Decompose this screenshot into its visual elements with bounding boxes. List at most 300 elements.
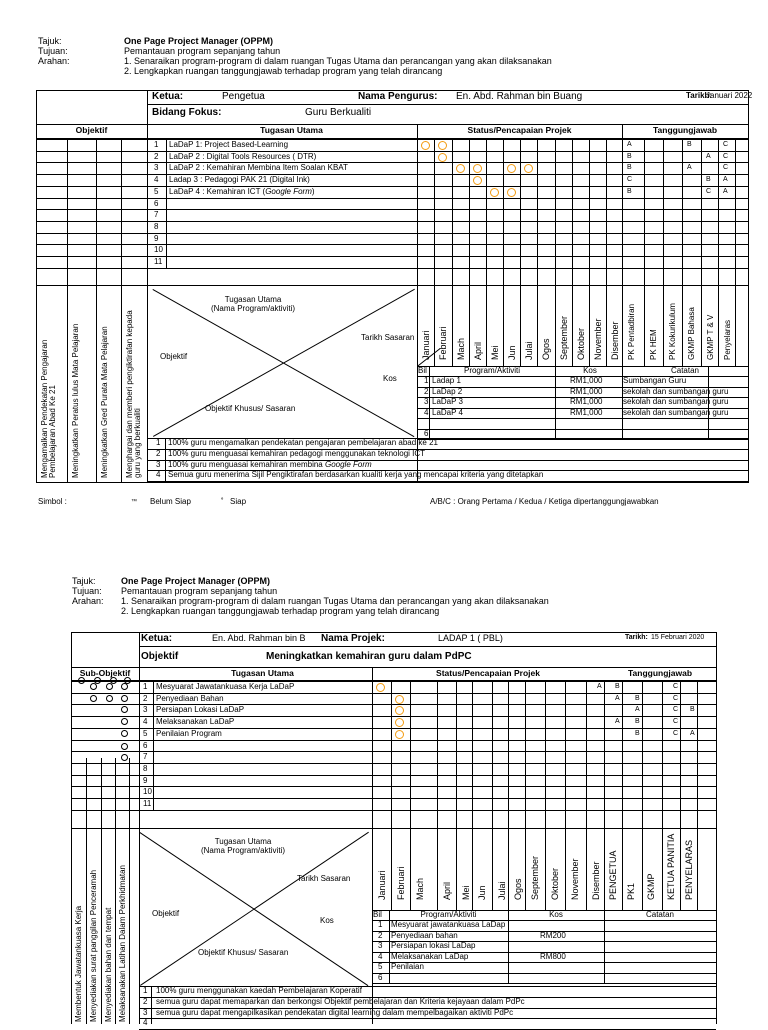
month-label: November: [570, 858, 580, 900]
diagram-kos: Kos: [320, 916, 334, 925]
month-label: Oktober: [550, 867, 560, 900]
diagram-left: Objektif: [160, 352, 188, 361]
projek-label: Nama Projek:: [321, 633, 385, 644]
frame-right: [748, 90, 749, 483]
diagram-center-2: (Nama Program/aktiviti): [210, 304, 295, 313]
task-number: 1: [154, 140, 159, 149]
task-row-line: [71, 751, 716, 752]
budget-row-line: [372, 983, 716, 984]
month-label: Mach: [415, 877, 425, 900]
task-name: [169, 163, 348, 173]
budget-program-header: Program/Aktiviti: [420, 910, 477, 919]
target-italic: Google Form: [324, 460, 372, 469]
ketua-value: En. Abd. Rahman bin B: [212, 633, 306, 643]
task-number: 2: [154, 152, 159, 161]
responsibility-code: C: [627, 176, 633, 183]
budget-bil: 3: [378, 941, 383, 950]
task-row-line: [71, 763, 716, 764]
bidang-fokus-label: Bidang Fokus:: [152, 107, 222, 118]
person-label: PK HEM: [649, 329, 658, 360]
tarikh-value: Januari 2022: [706, 91, 753, 100]
budget-program-header: Program/Aktiviti: [463, 366, 520, 375]
month-label: Jun: [507, 345, 517, 360]
budget-bil: 2: [424, 387, 429, 396]
budget-col-line: [389, 910, 390, 983]
month-col-line: [503, 138, 504, 366]
task-name: Persiapan Lokasi LaDaP: [156, 705, 245, 714]
responsibility-code: B: [627, 164, 632, 171]
month-label: September: [530, 855, 540, 900]
task-name: [169, 152, 316, 162]
task-row-line: [36, 244, 748, 245]
budget-note: sekolah dan sumbangan guru: [623, 408, 729, 417]
objective-vertical-text: Menyediakan surat panggilan Penceramah: [89, 869, 98, 1022]
budget-program: Mesyuarat jawatankuasa LaDap: [391, 920, 506, 929]
person-label: PK1: [626, 882, 636, 900]
responsibility-code: C: [673, 695, 679, 702]
legend-belum-siap: Belum Siap: [150, 497, 191, 506]
objective-col-line: [147, 138, 148, 482]
diagram-kos: Kos: [383, 374, 397, 383]
budget-program: Persiapan lokasi LaDap: [391, 941, 476, 950]
budget-note: Sumbangan Guru: [623, 376, 687, 385]
month-label: Mach: [456, 337, 466, 360]
target-text: [168, 438, 438, 448]
objective-vertical-text: Meningkatkan Peratus lulus Mata Pelajaran: [71, 323, 80, 478]
task-number: 5: [143, 729, 148, 738]
bidang-fokus-value: Guru Berkualiti: [305, 107, 372, 118]
budget-kos: RM800: [540, 952, 566, 961]
sub-objective-bullet: [121, 695, 128, 702]
responsibility-code: B: [690, 706, 695, 713]
month-label: Ogos: [541, 338, 551, 360]
ketua-label: Ketua:: [152, 91, 184, 102]
task-row-line: [71, 740, 716, 741]
status-planned-circle: [507, 188, 516, 197]
responsibility-code: B: [627, 153, 632, 160]
sub-objective-bullet: [90, 695, 97, 702]
target-text-main: 100% guru mengamalkan pendekatan pengajaran pembelajaran abad ke 21: [168, 438, 438, 447]
responsibility-code: A: [723, 176, 728, 183]
responsibility-code: C: [673, 706, 679, 713]
person-label: GKMP: [646, 873, 656, 900]
sub-objective-bullet: [90, 683, 97, 690]
budget-row-line: [417, 439, 748, 440]
task-number: 7: [143, 752, 148, 761]
objective-vertical-text: Melaksanakan Latihan Dalam Perkhidmatan: [118, 865, 127, 1022]
task-number-col-line: [153, 680, 154, 810]
task-name-tail: ): [311, 187, 315, 196]
target-number: 3: [143, 1008, 148, 1017]
person-col-line: [622, 680, 623, 910]
person-col-line: [697, 680, 698, 910]
task-row-line: [36, 151, 748, 152]
responsibility-code: A: [627, 141, 632, 148]
budget-bil: 1: [424, 376, 429, 385]
task-name: [169, 140, 288, 150]
responsibility-code: B: [706, 176, 711, 183]
task-name: Penyediaan Bahan: [156, 694, 224, 703]
budget-note: sekolah dan sumbangan guru: [623, 397, 729, 406]
doc1-purpose: Pemantauan program sepanjang tahun: [124, 46, 281, 56]
sub-objective-bullet: [110, 677, 117, 684]
objective-vertical-text: Menyediakan bahan dan tempat: [104, 907, 113, 1022]
target-text: semua guru dapat mengapilkasikan pendekatan digital learning dalam mempelbagaikan aktiviti PdPc: [156, 1008, 514, 1017]
task-row-line: [36, 233, 748, 234]
person-label: PENGETUA: [608, 850, 618, 900]
month-label: Julai: [524, 341, 534, 360]
task-number: 2: [143, 694, 148, 703]
month-col-line: [520, 138, 521, 366]
month-col-line: [417, 138, 418, 366]
diagram-bottom: Objektif Khusus/ Sasaran: [205, 404, 296, 413]
target-text-main: 100% guru menguasai kemahiran pedagogi menggunakan teknologi ICT: [168, 449, 426, 458]
objective-col-line: [36, 138, 37, 482]
month-col-line: [545, 680, 546, 910]
month-label: Februari: [438, 326, 448, 360]
status-planned-circle: [421, 141, 430, 150]
responsibility-code: C: [673, 718, 679, 725]
budget-kos-header: Kos: [549, 910, 563, 919]
responsibility-code: A: [615, 695, 620, 702]
person-col-line: [604, 680, 605, 910]
diagram-right: Tarikh Sasaran: [297, 874, 351, 883]
budget-kos: RM1,000: [570, 387, 603, 396]
status-planned-circle: [395, 730, 404, 739]
task-number: 3: [143, 705, 148, 714]
objective-col-line: [71, 758, 72, 1024]
responsibility-code: A: [687, 164, 692, 171]
doc2-label-tajuk: Tajuk:: [72, 576, 96, 586]
month-label: April: [473, 341, 483, 360]
budget-program: LaDaP 4: [432, 408, 463, 417]
diagram-center-1: Tugasan Utama: [214, 837, 272, 846]
month-col-line: [555, 138, 556, 366]
budget-row-line: [417, 429, 748, 430]
task-number: 8: [143, 764, 148, 773]
target-number: 1: [143, 986, 148, 995]
task-number: 6: [143, 741, 148, 750]
person-col-line: [663, 138, 664, 366]
responsibility-code: C: [706, 188, 712, 195]
diagram-bottom: Objektif Khusus/ Sasaran: [198, 948, 289, 957]
task-row-line: [71, 775, 716, 776]
task-number: 11: [143, 799, 152, 808]
objektif-header: Objektif: [75, 125, 108, 135]
doc2-instruction-2: 2. Lengkapkan ruangan tanggungjawab terhadap program yang telah dirancang: [121, 606, 440, 616]
doc2-header: [72, 576, 762, 616]
projek-value: LADAP 1 ( PBL): [438, 633, 503, 643]
tugasan-header: Tugasan Utama: [231, 668, 294, 678]
diagram-right: Tarikh Sasaran: [361, 333, 415, 342]
budget-kos: RM1,000: [570, 408, 603, 417]
task-name: [169, 187, 315, 197]
month-label: September: [559, 315, 569, 360]
legend-mark-2: ˚: [221, 497, 224, 506]
budget-col-line: [429, 366, 430, 439]
objective-vertical-text: Pembelajaran Abad Ke 21: [48, 385, 57, 478]
responsibility-code: A: [706, 153, 711, 160]
status-planned-circle: [376, 683, 385, 692]
doc1-instruction-1: 1. Senaraikan program-program di dalam ruangan Tugas Utama dan perancangan yang akan dilaksanakan: [124, 56, 552, 66]
frame-bottom: [36, 482, 748, 483]
month-col-line: [606, 138, 607, 366]
month-col-line: [572, 138, 573, 366]
target-number: 1: [156, 438, 161, 447]
doc2-purpose: Pemantauan program sepanjang tahun: [121, 586, 278, 596]
task-row-line: [36, 139, 748, 140]
month-label: Januari: [421, 330, 431, 360]
doc1-label-arahan: Arahan:: [38, 56, 70, 66]
budget-row-line: [417, 418, 748, 419]
ketua-value: Pengetua: [222, 91, 265, 102]
budget-note: sekolah dan sumbangan guru: [623, 387, 729, 396]
task-row-line: [36, 221, 748, 222]
budget-col-line: [604, 910, 605, 983]
budget-col-line: [555, 366, 556, 439]
status-planned-circle: [524, 164, 533, 173]
sub-objective-bullet: [121, 754, 128, 761]
sub-objective-bullet: [106, 695, 113, 702]
sub-objective-bullet: [121, 743, 128, 750]
budget-bil: 2: [378, 931, 383, 940]
legend-abc: A/B/C : Orang Pertama / Kedua / Ketiga dipertanggungjawabkan: [430, 497, 659, 506]
task-row-line: [36, 209, 748, 210]
responsibility-code: B: [687, 141, 692, 148]
diagram-center-2: (Nama Program/aktiviti): [200, 846, 285, 855]
objective-col-line: [115, 758, 116, 1024]
month-label: Mei: [461, 885, 471, 900]
task-row-line: [71, 786, 716, 787]
month-label: November: [593, 318, 603, 360]
doc2-instruction-1: 1. Senaraikan program-program di dalam ruangan Tugas Utama dan perancangan yang akan dilaksanakan: [121, 596, 549, 606]
status-planned-circle: [438, 141, 447, 150]
task-row-line: [71, 798, 716, 799]
budget-bil: 6: [378, 973, 383, 982]
pengurus-label: Nama Pengurus:: [358, 91, 438, 102]
task-name-text: LaDaP 2 : Digital Tools Resources ( DTR): [169, 152, 317, 161]
task-number: 4: [143, 717, 148, 726]
task-number: 7: [154, 210, 159, 219]
responsibility-code: A: [615, 718, 620, 725]
responsibility-code: B: [635, 718, 640, 725]
status-planned-circle: [395, 718, 404, 727]
objective-col-line: [67, 138, 68, 482]
budget-catatan-header: Catatan: [670, 366, 700, 375]
doc2-title: One Page Project Manager (OPPM): [121, 576, 271, 586]
month-label: Oktober: [576, 327, 586, 360]
objective-vertical-text: Meningkatkan Gred Purata Mata Pelajaran: [100, 326, 109, 478]
lower-section-top: [71, 828, 716, 829]
tarikh-value: 15 Februari 2020: [651, 634, 705, 641]
legend-siap: Siap: [230, 497, 247, 506]
person-col-line: [680, 680, 681, 910]
budget-kos: RM1,000: [570, 376, 603, 385]
budget-kos: RM200: [540, 931, 566, 940]
target-text: [168, 449, 425, 459]
month-col-line: [469, 138, 470, 366]
month-col-line: [434, 138, 435, 366]
responsibility-code: C: [723, 153, 729, 160]
budget-bil-header: Bil: [418, 366, 427, 375]
person-label: KETUA PANITIA: [666, 833, 676, 900]
objective-vertical-text: guru yang berkualiti: [133, 408, 142, 478]
responsibility-code: A: [690, 730, 695, 737]
responsibility-code: C: [673, 730, 679, 737]
responsibility-code: C: [723, 141, 729, 148]
task-row-line: [36, 198, 748, 199]
budget-row-line: [372, 973, 716, 974]
target-row-line: [147, 481, 748, 482]
objective-col-line: [101, 758, 102, 1024]
task-row-line: [36, 268, 748, 269]
status-planned-circle: [456, 164, 465, 173]
person-col-line: [662, 680, 663, 910]
status-end-line: [622, 124, 623, 366]
responsibility-code: C: [723, 164, 729, 171]
task-name: Penilaian Program: [156, 729, 222, 738]
status-planned-circle: [490, 188, 499, 197]
status-planned-circle: [438, 153, 447, 162]
budget-bil: 4: [424, 408, 429, 417]
month-col-line: [508, 680, 509, 910]
task-number: 10: [154, 245, 163, 254]
legend-symbol-label: Simbol :: [38, 497, 67, 506]
task-name-text: Ladap 3 : Pedagogi PAK 21 (Digital Ink): [169, 175, 310, 184]
month-label: Mei: [490, 345, 500, 360]
tanggungjawab-header: Tanggungjawab: [652, 125, 718, 135]
budget-program: Penyediaan bahan: [391, 931, 458, 940]
budget-bil: 3: [424, 397, 429, 406]
target-number: 2: [143, 997, 148, 1006]
month-col-line: [492, 680, 493, 910]
sub-objective-bullet: [121, 683, 128, 690]
responsibility-code: B: [635, 695, 640, 702]
lower-section-top: [36, 285, 748, 286]
responsibility-code: A: [597, 683, 602, 690]
responsibility-code: C: [673, 683, 679, 690]
doc1-instruction-2: 2. Lengkapkan ruangan tanggungjawab terhadap program yang telah dirancang: [124, 66, 443, 76]
task-number: 4: [154, 175, 159, 184]
person-col-line: [701, 138, 702, 366]
status-planned-circle: [473, 164, 482, 173]
month-col-line: [589, 138, 590, 366]
task-row-line: [36, 186, 748, 187]
month-label: Ogos: [513, 878, 523, 900]
month-label: April: [442, 881, 452, 900]
sub-objective-bullet: [124, 677, 131, 684]
person-label: Penyelaras: [723, 319, 732, 360]
sub-objective-bullet: [94, 677, 101, 684]
person-label: PK Pentadbiran: [627, 303, 636, 360]
doc2-label-arahan: Arahan:: [72, 596, 104, 606]
month-col-line: [437, 680, 438, 910]
doc1-label-tujuan: Tujuan:: [38, 46, 68, 56]
target-text-main: Semua guru menerima Sijil Pengiktirafan berdasarkan kualiti kerja yang mencapai kriteria yang ditetapkan: [168, 470, 544, 479]
status-header: Status/Pencapaian Projek: [467, 125, 572, 135]
sub-objective-bullet: [121, 718, 128, 725]
person-col-line: [718, 138, 719, 366]
person-label: PENYELARAS: [684, 839, 694, 900]
month-col-line: [391, 680, 392, 910]
month-col-line: [525, 680, 526, 910]
person-label: GKMP Bahasa: [687, 307, 696, 360]
task-name: Melaksanakan LaDaP: [156, 717, 235, 726]
header-divider: [147, 104, 748, 105]
person-label: PK Kokurikulum: [668, 303, 677, 360]
target-number-col: [165, 438, 166, 482]
sub-objective-bullet: [78, 677, 85, 684]
responsibility-code: A: [635, 706, 640, 713]
budget-bil: 5: [378, 962, 383, 971]
month-col-line: [586, 680, 587, 910]
task-row-line: [36, 256, 748, 257]
objective-col-line: [121, 138, 122, 482]
task-name-text: LaDaP 1: Project Based-Learning: [169, 140, 289, 149]
month-label: Jun: [477, 885, 487, 900]
month-col-line: [565, 680, 566, 910]
target-number: 3: [156, 460, 161, 469]
responsibility-code: B: [635, 730, 640, 737]
person-col-line: [735, 138, 736, 366]
budget-kos-header: Kos: [583, 366, 597, 375]
task-number: 6: [154, 199, 159, 208]
objektif-value: Meningkatkan kemahiran guru dalam PdPC: [266, 651, 472, 662]
task-number: 9: [154, 234, 159, 243]
objective-col-line: [96, 138, 97, 482]
task-name-text: LaDaP 4 : Kemahiran ICT (: [169, 187, 266, 196]
task-number: 5: [154, 187, 159, 196]
task-name: Mesyuarat Jawatankuasa Kerja LaDaP: [156, 682, 295, 691]
target-number: 4: [143, 1018, 148, 1027]
responsibility-code: A: [723, 188, 728, 195]
month-col-line: [472, 680, 473, 910]
status-planned-circle: [473, 176, 482, 185]
budget-col-line: [508, 910, 509, 983]
target-text: 100% guru menggunakan kaedah Pembelajaran Koperatif: [156, 986, 362, 995]
task-number: 9: [143, 776, 148, 785]
month-col-line: [537, 138, 538, 366]
task-number: 10: [143, 787, 152, 796]
tugasan-header: Tugasan Utama: [260, 125, 323, 135]
sub-objective-bullet: [121, 706, 128, 713]
month-label: Disember: [591, 861, 601, 900]
month-col-line: [372, 680, 373, 910]
doc1-label-tajuk: Tajuk:: [38, 36, 62, 46]
task-number: 1: [143, 682, 148, 691]
diagram-left: Objektif: [152, 909, 180, 918]
budget-program: Penilaian: [391, 962, 424, 971]
status-planned-circle: [507, 164, 516, 173]
target-text: [168, 460, 372, 470]
target-text-main: 100% guru menguasai kemahiran membina: [168, 460, 325, 469]
tanggungjawab-header: Tanggungjawab: [627, 668, 693, 678]
objektif-label: Objektif: [141, 651, 179, 662]
responsibility-code: B: [627, 188, 632, 195]
budget-program: Melaksanakan LaDap: [391, 952, 469, 961]
budget-bil: 4: [378, 952, 383, 961]
budget-bil: 1: [378, 920, 383, 929]
objective-vertical-text: Menghargai dan memberi pengiktirafan kepada: [125, 310, 134, 478]
target-row-line: [139, 1018, 716, 1019]
doc1-title: One Page Project Manager (OPPM): [124, 36, 274, 46]
ketua-label: Ketua:: [141, 633, 173, 644]
budget-program: LaDap 2: [432, 387, 463, 396]
person-col-line: [644, 138, 645, 366]
task-number-col-line: [166, 138, 167, 268]
task-row-line: [36, 174, 748, 175]
person-col-line: [642, 680, 643, 910]
